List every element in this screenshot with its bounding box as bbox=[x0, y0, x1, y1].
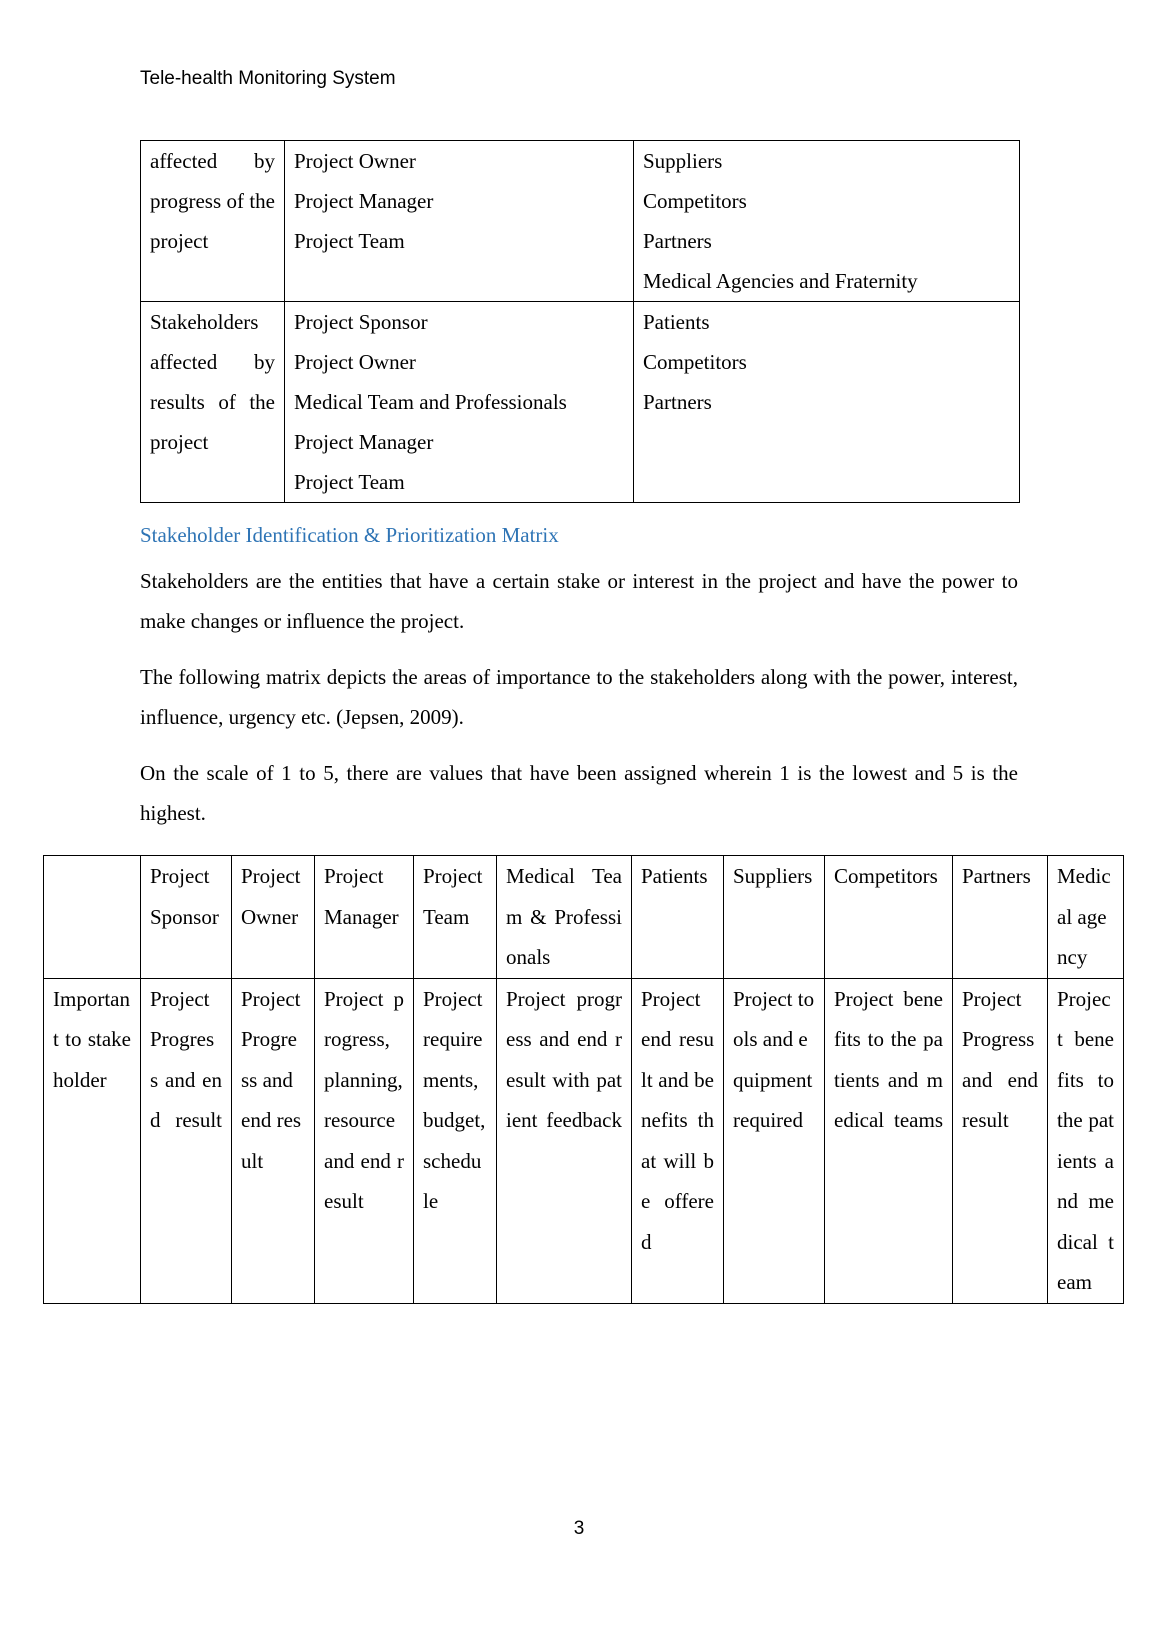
list-item: Partners bbox=[643, 229, 712, 253]
list-item: Project Team bbox=[294, 229, 405, 253]
matrix-header-row bbox=[44, 856, 1124, 979]
table-row bbox=[141, 141, 1020, 302]
external-stakeholders-cell bbox=[634, 141, 1020, 302]
list-item: Competitors bbox=[643, 189, 747, 213]
list-item: Competitors bbox=[643, 350, 747, 374]
matrix-header-cell: Medical agency bbox=[1048, 856, 1124, 979]
matrix-header-cell: Partners bbox=[953, 856, 1048, 979]
matrix-header-cell: Project Team bbox=[414, 856, 497, 979]
matrix-cell: Project progress and end result with patient feedback bbox=[497, 978, 632, 1303]
matrix-cell: Project benefits to the patients and medical team bbox=[1048, 978, 1124, 1303]
list-item: Suppliers bbox=[643, 149, 723, 173]
stakeholder-group-table bbox=[140, 140, 1020, 503]
row-label: Stakeholders affected by results of the project bbox=[141, 302, 285, 503]
list-item: Project Owner bbox=[294, 149, 416, 173]
matrix-cell: Project progress, planning, resource and end result bbox=[315, 978, 414, 1303]
matrix-header-cell: Patients bbox=[632, 856, 724, 979]
matrix-cell: Project end result and benefits that will be offered bbox=[632, 978, 724, 1303]
paragraph: The following matrix depicts the areas of importance to the stakeholders along with the power, interest, influence, urgency etc. (Jepsen, 2009). bbox=[140, 665, 1018, 729]
matrix-data-row bbox=[44, 978, 1124, 1303]
list-item: Project Sponsor bbox=[294, 310, 428, 334]
section-heading: Stakeholder Identification & Prioritization Matrix bbox=[140, 523, 559, 547]
matrix-cell: Project Progress and end result bbox=[953, 978, 1048, 1303]
document-header: Tele-health Monitoring System bbox=[140, 68, 396, 89]
matrix-row-label: Important to stakeholder bbox=[44, 978, 141, 1303]
matrix-cell: Project tools and equipment required bbox=[724, 978, 825, 1303]
paragraph: Stakeholders are the entities that have a certain stake or interest in the project and have the power to make changes or influence the project. bbox=[140, 569, 1018, 633]
list-item: Medical Team and Professionals bbox=[294, 390, 567, 414]
external-stakeholders-cell bbox=[634, 302, 1020, 503]
list-item: Project Owner bbox=[294, 350, 416, 374]
list-item: Project Team bbox=[294, 470, 405, 494]
stakeholder-matrix-table bbox=[43, 855, 1124, 1304]
matrix-header-cell: Project Manager bbox=[315, 856, 414, 979]
matrix-cell: Project Progress and end result bbox=[141, 978, 232, 1303]
list-item: Project Manager bbox=[294, 430, 434, 454]
matrix-header-cell: Medical Team & Professionals bbox=[497, 856, 632, 979]
matrix-cell: Project Progress and end result bbox=[232, 978, 315, 1303]
list-item: Medical Agencies and Fraternity bbox=[643, 269, 918, 293]
matrix-cell: Project benefits to the patients and medical teams bbox=[825, 978, 953, 1303]
paragraph: On the scale of 1 to 5, there are values that have been assigned wherein 1 is the lowest and 5 is the highest. bbox=[140, 761, 1018, 825]
row-label: affected by progress of the project bbox=[141, 141, 285, 302]
matrix-header-cell: Project Owner bbox=[232, 856, 315, 979]
list-item: Partners bbox=[643, 390, 712, 414]
list-item: Patients bbox=[643, 310, 710, 334]
matrix-header-cell: Competitors bbox=[825, 856, 953, 979]
matrix-cell: Project requirements, budget, schedule bbox=[414, 978, 497, 1303]
matrix-corner-cell bbox=[44, 856, 141, 979]
table-row bbox=[141, 302, 1020, 503]
matrix-header-cell: Suppliers bbox=[724, 856, 825, 979]
internal-stakeholders-cell bbox=[285, 141, 634, 302]
internal-stakeholders-cell bbox=[285, 302, 634, 503]
list-item: Project Manager bbox=[294, 189, 434, 213]
page-number: 3 bbox=[573, 1518, 585, 1539]
matrix-header-cell: Project Sponsor bbox=[141, 856, 232, 979]
